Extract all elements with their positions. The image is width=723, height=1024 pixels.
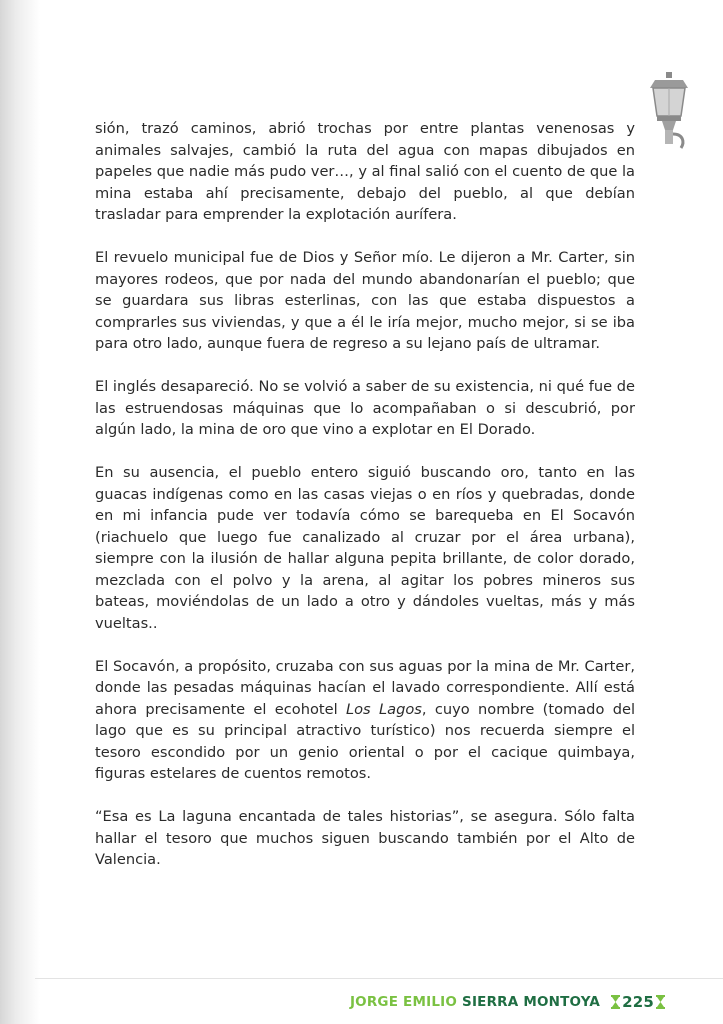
hotel-name: Los Lagos xyxy=(346,700,422,718)
page-footer xyxy=(350,991,665,1013)
paragraph: El inglés desapareció. No se volvió a saber de su existencia, ni qué fue de las estruendosas máquinas que lo acompañaban o si descubrió, por algún lado, la mina de oro que vino a explotar en El Dorado. xyxy=(95,378,635,438)
street-lamp-icon xyxy=(647,72,691,150)
paragraph xyxy=(95,656,635,785)
paragraph-text: El Socavón, a propósito, cruzaba con sus aguas por la mina de Mr. Carter, donde las pesadas máquinas hacían el lavado correspondiente. Allí está ahora precisamente el ecohotel xyxy=(95,657,635,718)
paragraph-text: , cuyo nombre (tomado del lago que es su principal atractivo turístico) nos recuerda siempre el tesoro escondido por un genio oriental o por el cacique quimbaya, figuras estelares de cuentos remotos. xyxy=(95,700,636,782)
page-number: 225 xyxy=(622,993,654,1011)
paragraph: En su ausencia, el pueblo entero siguió buscando oro, tanto en las guacas indígenas como en las casas viejas o en ríos y quebradas, donde en mi infancia pude ver todavía cómo se barequeba en El Socavón (riachuelo que luego fue canalizado al cruzar por el área urbana), siempre con la ilusión de hallar alguna pepita brillante, de color dorado, mezclada con el polvo y la arena, al agitar los pobres mineros sus bateas, moviéndolas de un lado a otro y dándoles vueltas, más y más vueltas.. xyxy=(95,464,635,632)
paragraph: sión, trazó caminos, abrió trochas por entre plantas venenosas y animales salvajes, cambió la ruta del agua con mapas dibujados en papeles que nadie más pudo ver…, y al final salió con el cuento de que la mina estaba ahí precisamente, debajo del pueblo, al que debían trasladar para emprender la explotación aurífera. xyxy=(95,120,635,223)
paragraph: “Esa es La laguna encantada de tales historias”, se asegura. Sólo falta hallar el tesoro que muchos siguen buscando también por el Alto de Valencia. xyxy=(95,808,635,868)
hourglass-icon xyxy=(656,995,665,1009)
footer-divider xyxy=(35,978,723,979)
paragraph: El revuelo municipal fue de Dios y Señor mío. Le dijeron a Mr. Carter, sin mayores rodeos, que por nada del mundo abandonarían el pueblo; que se guardara sus libras esterlinas, con las que estaba dispuestos a comprarles sus viviendas, y que a él le iría mejor, mucho mejor, si se iba para otro lado, aunque fuera de regreso a su lejano país de ultramar. xyxy=(95,249,635,352)
author-last-name: SIERRA MONTOYA xyxy=(462,994,601,1010)
hourglass-icon xyxy=(611,995,620,1009)
page-edge-shadow xyxy=(0,0,40,1024)
body-text xyxy=(95,118,635,892)
page-number-group xyxy=(611,993,665,1011)
author-first-name: JORGE EMILIO xyxy=(349,994,458,1010)
